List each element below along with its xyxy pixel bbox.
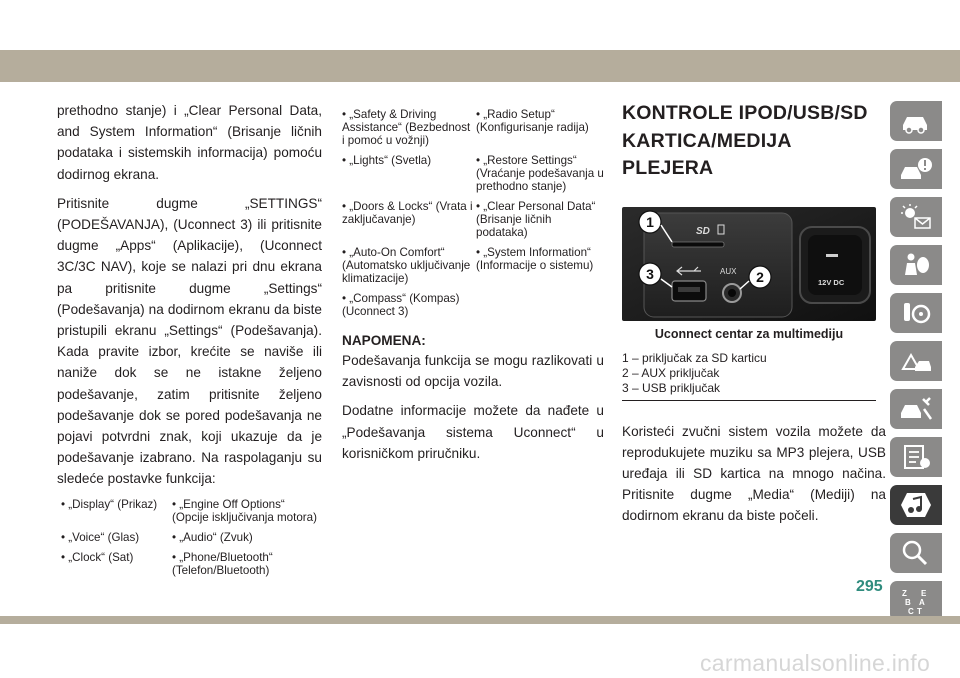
setting-item: • „Clear Personal Data“ (Brisanje ličnih podataka) [476, 200, 596, 239]
paragraph-settings-instructions: Pritisnite dugme „SETTINGS“ (PODEŠAVANJA), (Uconnect 3) ili pritisnite dugme „Apps“ (Aplikacije), (Uconnect 3C/3C NAV), koje se nalazi pri dnu ekrana pa pritisnite dugme „Settings“ (Podešavanja) na dodirnom ekranu da biste pristupili ekranu „Settings“ (Podešavanja). Kada pravite izbor, krećite se naviše ili naniže dok se ne istakne željeno podešavanje, zatim pritisnite željeno podešavanje dok se pored podešavanja ne pojavi potvrdni znak, koji ukazuje da je podešavanje izabrano. Na raspolaganju su sledeće postavke funkcija: [57, 195, 322, 487]
paragraph-more-info: Dodatne informacije možete da nađete u „Podešavanja sistema Uconnect“ u korisničkom priručniku. [342, 403, 604, 461]
figure-legend [622, 351, 886, 396]
legend-item: 3 – USB priključak [622, 380, 721, 395]
watermark: carmanualsonline.info [700, 650, 931, 676]
page-number: 295 [856, 578, 883, 595]
car-info-icon [899, 107, 933, 135]
airbag-icon [899, 251, 933, 279]
list-item [342, 154, 604, 193]
list-item [57, 551, 322, 577]
svg-text:T: T [917, 607, 922, 615]
list-item [342, 246, 604, 285]
setting-item: • „Engine Off Options“ (Opcije isključivanja motora) [172, 497, 317, 524]
setting-item: • „Safety & Driving Assistance“ (Bezbednost i pomoć u vožnji) [342, 108, 471, 147]
note-title: NAPOMENA: [342, 333, 426, 348]
footer-band [0, 616, 960, 624]
list-item [342, 292, 604, 318]
tab-servicing[interactable] [890, 389, 942, 429]
list-item [342, 108, 604, 147]
dashboard-lights-icon [899, 203, 933, 231]
settings-list [57, 498, 322, 577]
figure-caption: Uconnect centar za multimediju [654, 326, 844, 341]
section-heading [622, 100, 886, 183]
list-item [57, 498, 322, 524]
header-band [0, 50, 960, 82]
setting-item: • „Audio“ (Zvuk) [172, 530, 253, 544]
specifications-icon [899, 443, 933, 471]
paragraph-intro: prethodno stanje) i „Clear Personal Data, and System Information“ (Brisanje ličnih podataka i sistemskih informacija) pomoću dodirnog ekrana. [57, 103, 322, 182]
warning-car-icon [899, 155, 933, 183]
list-item [57, 531, 322, 544]
svg-text:C: C [908, 607, 914, 615]
svg-text:Z: Z [902, 589, 907, 598]
setting-item: • „Doors & Locks“ (Vrata i zaključavanje) [342, 200, 473, 226]
tab-dashboard-lights[interactable] [890, 197, 942, 237]
chapter-tabs [890, 101, 950, 629]
tab-customer-assistance[interactable] [890, 533, 942, 573]
column-middle [342, 108, 604, 472]
legend-item: 1 – priključak za SD karticu [622, 350, 767, 365]
setting-item [476, 292, 604, 318]
column-left [57, 100, 322, 584]
search-icon [899, 539, 933, 567]
dc-label: 12V DC [818, 277, 845, 287]
svg-text:3: 3 [646, 265, 654, 282]
tab-car-info[interactable] [890, 101, 942, 141]
paragraph-media: Koristeći zvučni sistem vozila možete da reprodukujete muziku sa MP3 plejera, USB uređaja ili SD kartica na mnogo načina. Pritisnite dugme „Media“ (Mediji) na dodirnom ekranu da biste počeli. [622, 423, 886, 524]
sd-label: SD [696, 225, 710, 237]
svg-text:1: 1 [646, 213, 654, 230]
aux-label: AUX [720, 266, 737, 276]
roadside-icon [899, 347, 933, 375]
index-icon [899, 587, 933, 615]
setting-item: • „Lights“ (Svetla) [342, 154, 432, 167]
tab-index[interactable] [890, 581, 942, 621]
settings-list-continued [342, 108, 604, 318]
setting-item: • „Voice“ (Glas) [61, 530, 140, 544]
column-right [622, 100, 886, 535]
multimedia-icon [899, 491, 933, 519]
tab-specifications[interactable] [890, 437, 942, 477]
heading-line-2: KARTICA/MEDIJA PLEJERA [622, 129, 791, 179]
svg-text:E: E [921, 589, 927, 598]
list-item [342, 200, 604, 239]
note-body: Podešavanja funkcija se mogu razlikovati u zavisnosti od opcija vozila. [342, 353, 604, 390]
svg-text:A: A [919, 598, 925, 607]
tab-multimedia[interactable] [890, 485, 942, 525]
multimedia-hub-illustration [622, 207, 876, 321]
setting-item: • „Phone/Bluetooth“ (Telefon/Bluetooth) [172, 550, 273, 577]
setting-item: • „System Information“ (Informacije o sistemu) [476, 246, 594, 272]
tab-warnings[interactable] [890, 149, 942, 189]
setting-item: • „Display“ (Prikaz) [61, 497, 158, 511]
tab-safety[interactable] [890, 245, 942, 285]
svg-text:2: 2 [756, 268, 764, 285]
service-icon [899, 299, 933, 327]
setting-item: • „Restore Settings“ (Vraćanje podešavanja u prethodno stanje) [476, 154, 604, 193]
tab-starting-operating[interactable] [890, 293, 942, 333]
setting-item: • „Compass“ (Kompas) (Uconnect 3) [342, 292, 460, 318]
heading-line-1: KONTROLE IPOD/USB/SD [622, 102, 868, 124]
divider [622, 400, 876, 401]
setting-item: • „Radio Setup“ (Konfigurisanje radija) [476, 108, 589, 134]
setting-item: • „Auto-On Comfort“ (Automatsko uključivanje klimatizacije) [342, 246, 471, 285]
setting-item: • „Clock“ (Sat) [61, 550, 134, 564]
multimedia-hub-photo [622, 207, 876, 321]
svg-text:B: B [905, 598, 911, 607]
maintenance-icon [899, 395, 933, 423]
legend-item: 2 – AUX priključak [622, 365, 720, 380]
tab-emergency[interactable] [890, 341, 942, 381]
